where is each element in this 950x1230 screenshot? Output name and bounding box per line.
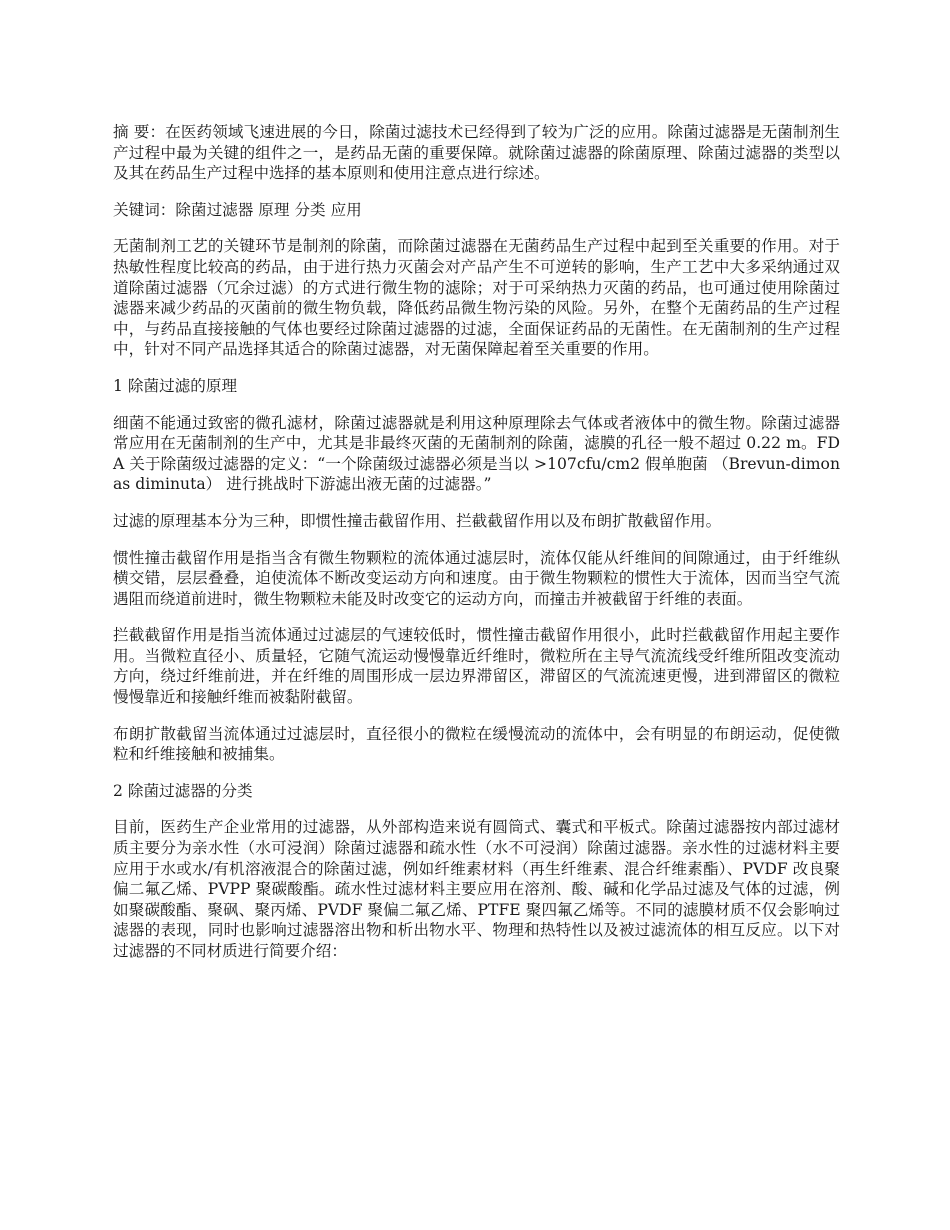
intro-paragraph: 无菌制剂工艺的关键环节是制剂的除菌，而除菌过滤器在无菌药品生产过程中起到至关重要的作用。对于热敏性程度比较高的药品，由于进行热力灭菌会对产品产生不可逆转的影响，生产工艺中大多采纳通过双道除菌过滤器（冗余过滤）的方式进行微生物的滤除；对于可采纳热力灭菌的药品，也可通过使用除菌过滤器来减少药品的灭菌前的微生物负载，降低药品微生物污染的风险。另外，在整个无菌药品的生产过程中，与药品直接接触的气体也要经过除菌过滤器的过滤，全面保证药品的无菌性。在无菌制剂的生产过程中，针对不同产品选择其适合的除菌过滤器，对无菌保障起着至关重要的作用。 — [113, 237, 840, 359]
section-1-paragraph-2: 过滤的原理基本分为三种，即惯性撞击截留作用、拦截截留作用以及布朗扩散截留作用。 — [113, 511, 722, 530]
section-1-paragraph-4: 拦截截留作用是指当流体通过过滤层的气速较低时，惯性撞击截留作用很小，此时拦截截留作用起主要作用。当微粒直径小、质量轻，它随气流运动慢慢靠近纤维时，微粒所在主导气流流线受纤维所阻改变流动方向，绕过纤维前进，并在纤维的周围形成一层边界滞留区，滞留区的气流流速更慢，进到滞留区的微粒慢慢靠近和接触纤维而被黏附截留。 — [113, 626, 840, 707]
section-1-paragraph-3: 惯性撞击截留作用是指当含有微生物颗粒的流体通过滤层时，流体仅能从纤维间的间隙通过，由于纤维纵横交错，层层叠叠，迫使流体不断改变运动方向和速度。由于微生物颗粒的惯性大于流体，因而当空气流遇阻而绕道前进时，微生物颗粒未能及时改变它的运动方向，而撞击并被截留于纤维的表面。 — [113, 548, 840, 608]
document-page — [113, 122, 840, 978]
section-1-paragraph-5: 布朗扩散截留当流体通过过滤层时，直径很小的微粒在缓慢流动的流体中，会有明显的布朗运动，促使微粒和纤维接触和被捕集。 — [113, 724, 840, 764]
section-1-heading: 1 除菌过滤的原理 — [113, 376, 238, 395]
section-2-paragraph-1: 目前，医药生产企业常用的过滤器，从外部构造来说有圆筒式、囊式和平板式。除菌过滤器按内部过滤材质主要分为亲水性（水可浸润）除菌过滤器和疏水性（水不可浸润）除菌过滤器。亲水性的过滤材料主要应用于水或水/有机溶液混合的除菌过滤，例如纤维素材料（再生纤维素、混合纤维素酯）、PVDF 改良聚偏二氟乙烯、PVPP 聚碳酸酯。疏水性过滤材料主要应用在溶剂、酸、碱和化学品过滤及气体的过滤，例如聚碳酸酯、聚砜、聚丙烯、PVDF 聚偏二氟乙烯、PTFE 聚四氟乙烯等。不同的滤膜材质不仅会影响过滤器的表现，同时也影响过滤器溶出物和析出物水平、物理和热特性以及被过滤流体的相互反应。以下对过滤器的不同材质进行简要介绍： — [113, 818, 840, 960]
abstract-paragraph: 摘 要：在医药领域飞速进展的今日，除菌过滤技术已经得到了较为广泛的应用。除菌过滤器是无菌制剂生产过程中最为关键的组件之一，是药品无菌的重要保障。就除菌过滤器的除菌原理、除菌过滤器的类型以及其在药品生产过程中选择的基本原则和使用注意点进行综述。 — [113, 123, 840, 183]
section-1-paragraph-1: 细菌不能通过致密的微孔滤材，除菌过滤器就是利用这种原理除去气体或者液体中的微生物。除菌过滤器常应用在无菌制剂的生产中，尤其是非最终灭菌的无菌制剂的除菌，滤膜的孔径一般不超过 0.22 m。FDA 关于除菌级过滤器的定义：“一个除菌级过滤器必须是当以 >107cfu/cm2 假单胞菌 （Brevun-dimonas diminuta） 进行挑战时下游滤出液无菌的过滤器。” — [113, 413, 840, 494]
keywords-line: 关键词：除菌过滤器 原理 分类 应用 — [113, 200, 362, 219]
section-2-heading: 2 除菌过滤器的分类 — [113, 781, 253, 800]
